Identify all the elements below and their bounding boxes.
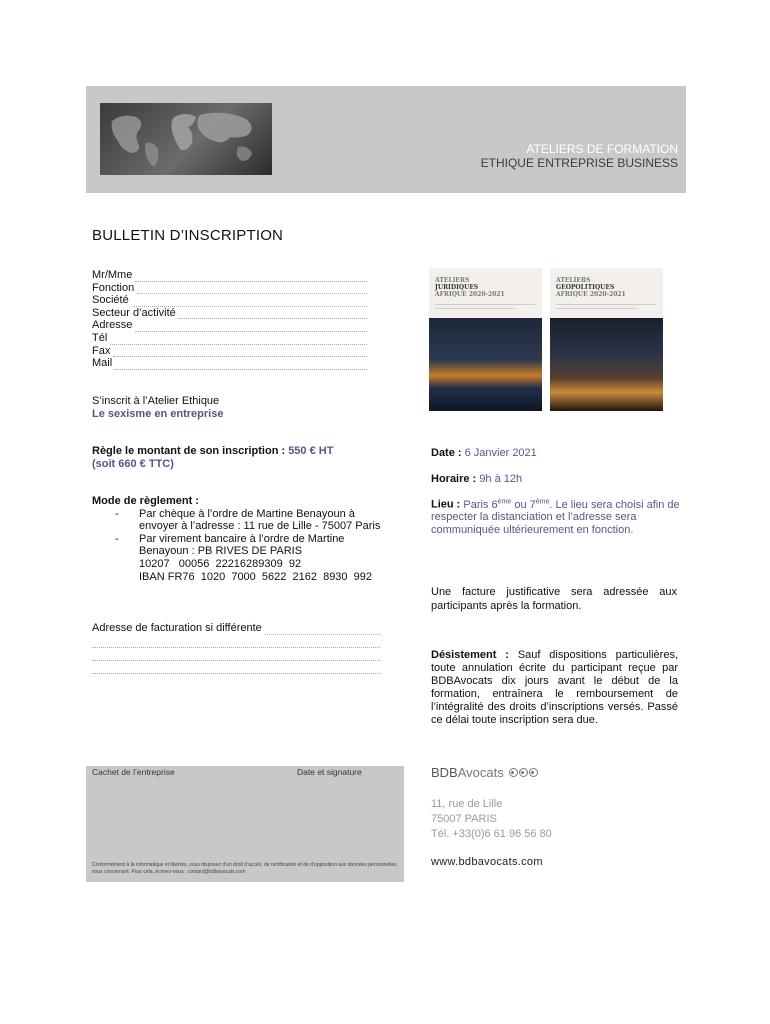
header-line-2: ETHIQUE ENTREPRISE BUSINESS: [480, 156, 678, 170]
field-company[interactable]: [92, 294, 367, 307]
address-line: 11, rue de Lille: [431, 798, 503, 810]
hours-label: Horaire: [431, 473, 470, 485]
invoice-note: Une facture justificative sera adressée aux participants après la formation.: [431, 586, 677, 612]
registration-line: S’inscrit à l’Atelier Ethique: [92, 395, 220, 407]
method-line: Par chèque à l’ordre de Martine Benayoun à: [139, 507, 355, 520]
logo-circles-icon: [509, 768, 539, 777]
world-map-image: [100, 103, 272, 175]
date-label: Date: [431, 447, 455, 459]
brochure-title-line: ATELIERS: [435, 277, 470, 284]
event-hours: Horaire : 9h à 12h: [431, 473, 523, 485]
payment-label: Règle le montant de son inscription :: [92, 445, 289, 457]
field-line[interactable]: [115, 360, 367, 370]
location-label: Lieu: [431, 498, 454, 511]
brochure-title-line: AFRIQUE 2020-2021: [435, 291, 505, 298]
field-label: Tél: [92, 331, 108, 344]
location-city: Paris 6: [463, 498, 498, 511]
contact-form: [92, 269, 367, 370]
field-fax[interactable]: [92, 345, 367, 358]
field-label: Fax: [92, 344, 111, 357]
payment-method-cheque: [92, 508, 402, 533]
field-label: Société: [92, 294, 129, 307]
billing-line[interactable]: [92, 635, 380, 648]
method-line: envoyer à l’adresse : 11 rue de Lille - 75007 Paris: [139, 520, 381, 533]
event-date: Date : 6 Janvier 2021: [431, 447, 537, 459]
payment-method-transfer: [92, 533, 402, 583]
address-line: 75007 PARIS: [431, 813, 497, 825]
page-title: BULLETIN D’INSCRIPTION: [92, 227, 284, 244]
location-sup: ème: [497, 498, 512, 505]
field-line[interactable]: [110, 335, 367, 345]
payment-methods-title: Mode de règlement :: [92, 495, 199, 507]
billing-label: Adresse de facturation si différente: [92, 622, 262, 634]
field-line[interactable]: [137, 284, 367, 294]
brochure-cover-juridiques: [429, 268, 542, 411]
field-phone[interactable]: [92, 332, 367, 345]
bullet-dash: -: [115, 532, 119, 545]
hours-value: 9h à 12h: [479, 473, 523, 485]
registration-text: [92, 395, 223, 420]
legal-notice: Conformément à la informatique et libertés, vous disposez d’un droit d’accès, de rectification et de d’opposition aux données personnelles vous concernant. Pour cela, écrivez-nous : contact@bdbavocats.com: [92, 862, 397, 875]
bdb-logo: [431, 765, 539, 780]
field-function[interactable]: [92, 282, 367, 295]
brochure-title-line: ATELIERS: [556, 277, 591, 284]
location-text: [431, 499, 680, 536]
payment-methods: [92, 495, 402, 583]
field-label: Adresse: [92, 319, 133, 332]
brochure-subtitle: [556, 302, 656, 309]
company-address: [431, 797, 552, 842]
date-signature-label: Date et signature: [297, 767, 362, 777]
payment-amount: [92, 445, 392, 471]
cancellation-policy: [431, 649, 678, 726]
header-line-1: ATELIERS DE FORMATION: [526, 142, 678, 156]
field-line[interactable]: [179, 309, 367, 319]
billing-line[interactable]: [92, 648, 380, 661]
field-sector[interactable]: [92, 307, 367, 320]
brochure-photo: [429, 318, 542, 411]
logo-bdb: BDB: [431, 765, 458, 780]
brochure-photo: [550, 318, 663, 411]
field-line[interactable]: [113, 347, 367, 357]
company-website-link[interactable]: www.bdbavocats.com: [431, 856, 543, 868]
field-label: Fonction: [92, 281, 135, 294]
bullet-dash: -: [115, 507, 119, 520]
field-label: Mail: [92, 357, 113, 370]
brochure-title-line: AFRIQUE 2020-2021: [556, 291, 626, 298]
field-line[interactable]: [132, 297, 367, 307]
billing-field[interactable]: [92, 622, 380, 635]
company-stamp-label: Cachet de l’entreprise: [92, 767, 175, 777]
billing-address: [92, 622, 380, 674]
method-line: Benayoun : PB RIVES DE PARIS: [139, 545, 303, 558]
cancellation-label: Désistement :: [431, 649, 509, 661]
location-sup: ème: [535, 498, 550, 505]
field-address[interactable]: [92, 319, 367, 332]
logo-avocats: Avocats: [457, 765, 504, 780]
billing-line[interactable]: [92, 661, 380, 674]
method-line: 10207 00056 22216289309 92: [139, 557, 302, 570]
location-details: . Le lieu sera choisi afin de respecter la distanciation et l’adresse sera communiquée ultérieurement en fonction.: [431, 498, 680, 536]
brochure-subtitle: [435, 302, 535, 309]
brochure-title: [556, 277, 626, 298]
event-location: Lieu : Paris 6ème ou 7ème. Le lieu sera choisi afin de respecter la distanciation et l’adresse sera communiquée ultérieurement en fonction.: [431, 498, 680, 536]
method-line: IBAN FR76 1020 7000 5622 2162 8930 992: [139, 570, 373, 583]
field-line[interactable]: [135, 322, 367, 332]
address-phone: Tél. +33(0)6 61 96 56 80: [431, 828, 552, 840]
location-or: ou 7: [511, 498, 536, 511]
field-civility[interactable]: [92, 269, 367, 282]
brochure-title: [435, 277, 505, 298]
field-label: Secteur d’activité: [92, 306, 176, 319]
field-label: Mr/Mme: [92, 269, 133, 281]
brochure-cover-geopolitiques: [550, 268, 663, 411]
method-line: Par virement bancaire à l’ordre de Martine: [139, 532, 345, 545]
payment-ht: 550 € HT: [288, 445, 334, 457]
field-line[interactable]: [135, 272, 367, 282]
field-mail[interactable]: [92, 357, 367, 370]
cancellation-text: Sauf dispositions particulières, toute annulation écrite du participant reçue par BDBAvocats dix jours avant le début de la formation, entraînera le remboursement de l’intégralité des droits d’inscriptions versés. Passé ce délai toute inscription sera due.: [431, 649, 678, 726]
brochure-title-line: JURIDIQUES: [435, 284, 479, 291]
date-value: 6 Janvier 2021: [464, 447, 537, 459]
field-line[interactable]: [265, 625, 380, 635]
header-title: [481, 142, 678, 170]
brochure-title-line: GEOPOLITIQUES: [556, 284, 615, 291]
payment-ttc: (soit 660 € TTC): [92, 458, 174, 470]
atelier-name: Le sexisme en entreprise: [92, 407, 224, 420]
